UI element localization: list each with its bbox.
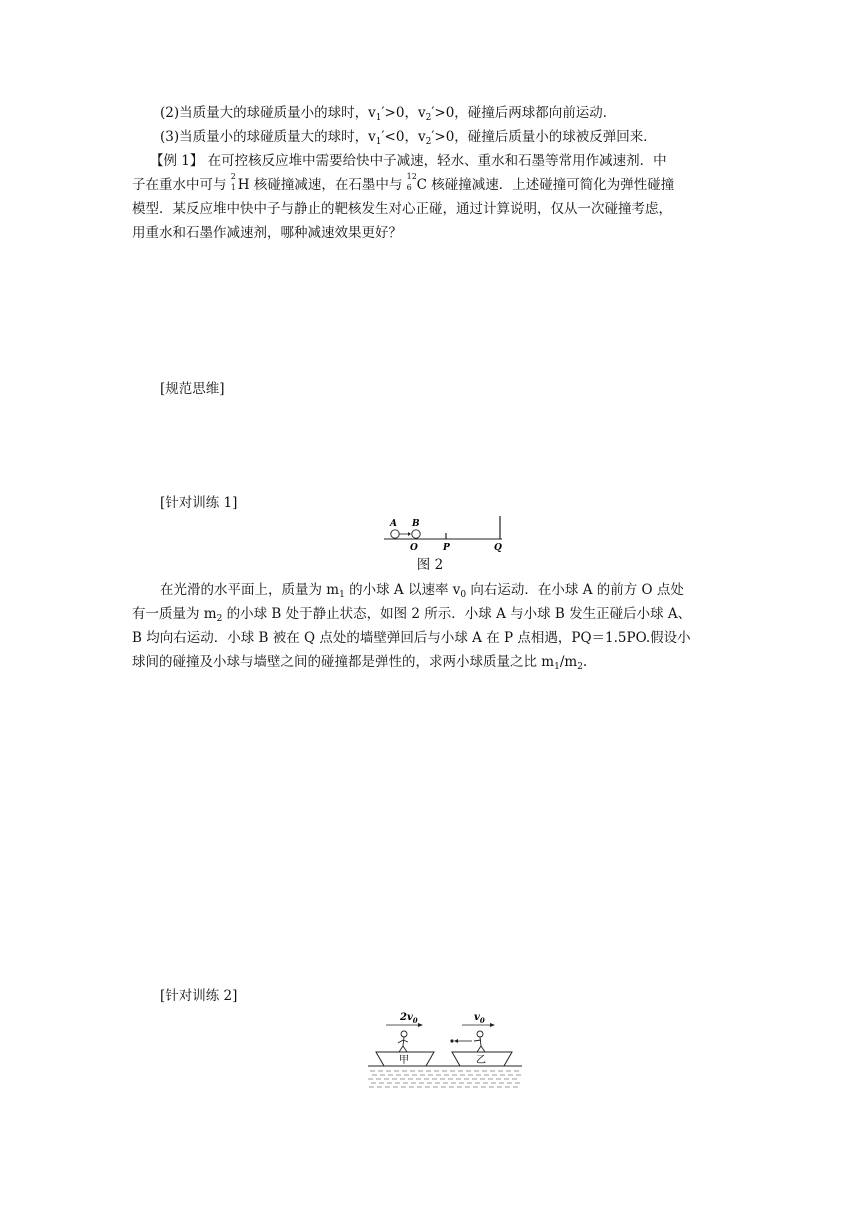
label-q: Q <box>494 543 502 553</box>
example-1-line-1: 【例 1】 在可控核反应堆中需要给快中子减速，轻水、重水和石墨等常用作减速剂．中 <box>150 153 667 169</box>
ball-b <box>412 530 420 538</box>
training-1-line-3: B 均向右运动．小球 B 被在 Q 点处的墙壁弹回后与小球 A 在 P 点相遇，PQ＝1.5PO.假设小 <box>132 630 691 646</box>
section-thinking-heading: [规范思维] <box>160 381 225 397</box>
left-person-figure <box>398 1031 408 1052</box>
ball-a <box>391 530 399 538</box>
left-velocity-label: $2v_0$ <box>400 1012 418 1025</box>
example-1-line-3: 模型．某反应堆中快中子与静止的靶核发生对心正碰，通过计算说明，仅从一次碰撞考虑， <box>132 201 672 217</box>
thrown-object <box>450 1039 453 1042</box>
case-3-text: (3)当质量小的球碰质量大的球时，$v_1'<0$，$v_2'>0$，碰撞后质量小的球被反弹回来． <box>160 129 657 147</box>
nuclide-deuterium: 2 1 <box>230 172 236 192</box>
left-boat-label: 甲 <box>399 1055 409 1066</box>
nuclide-carbon: 12 6 <box>406 172 417 192</box>
label-b: B <box>412 519 420 529</box>
training-1-line-4: 球间的碰撞及小球与墙壁之间的碰撞都是弹性的，求两小球质量之比 $m_1/m_2$. <box>132 654 588 672</box>
training-1-line-2: 有一质量为 $m_2$ 的小球 B 处于静止状态，如图 2 所示．小球 A 与小球 B 发生正碰后小球 A、 <box>132 606 692 624</box>
example-1-line-2: 子在重水中可与 2 1 H 核碰撞减速，在石墨中与 12 6 C 核碰撞减速．上述碰撞可简化为弹性碰撞 <box>132 172 675 193</box>
training-1-line-1: 在光滑的水平面上，质量为 $m_1$ 的小球 A 以速率 $v_0$ 向右运动．在小球 A 的前方 O 点处 <box>160 582 684 600</box>
training-2-heading: [针对训练 2] <box>160 988 238 1004</box>
example-1-label: 【例 1】 <box>150 153 204 169</box>
right-velocity-label: $v_0$ <box>474 1012 485 1025</box>
label-p: P <box>443 543 450 553</box>
boats-diagram <box>366 1008 526 1090</box>
left-velocity-arrowhead <box>418 1023 423 1027</box>
figure-2-diagram <box>380 512 510 554</box>
training-1-heading: [针对训练 1] <box>160 495 238 511</box>
water-hatching <box>368 1071 522 1087</box>
thrown-object-arrowhead <box>454 1039 458 1043</box>
example-1-line-4: 用重水和石墨作减速剂，哪种减速效果更好？ <box>132 225 402 241</box>
right-person-figure <box>474 1031 485 1052</box>
figure-2-caption: 图 2 <box>416 557 444 573</box>
case-2-text: (2)当质量大的球碰质量小的球时，$v_1'>0$，$v_2'>0$，碰撞后两球都向前运动． <box>160 105 617 123</box>
right-velocity-arrowhead <box>490 1023 495 1027</box>
right-boat-label: 乙 <box>476 1055 486 1066</box>
label-a: A <box>390 519 397 529</box>
velocity-arrowhead <box>408 532 411 536</box>
label-o: O <box>410 543 418 553</box>
